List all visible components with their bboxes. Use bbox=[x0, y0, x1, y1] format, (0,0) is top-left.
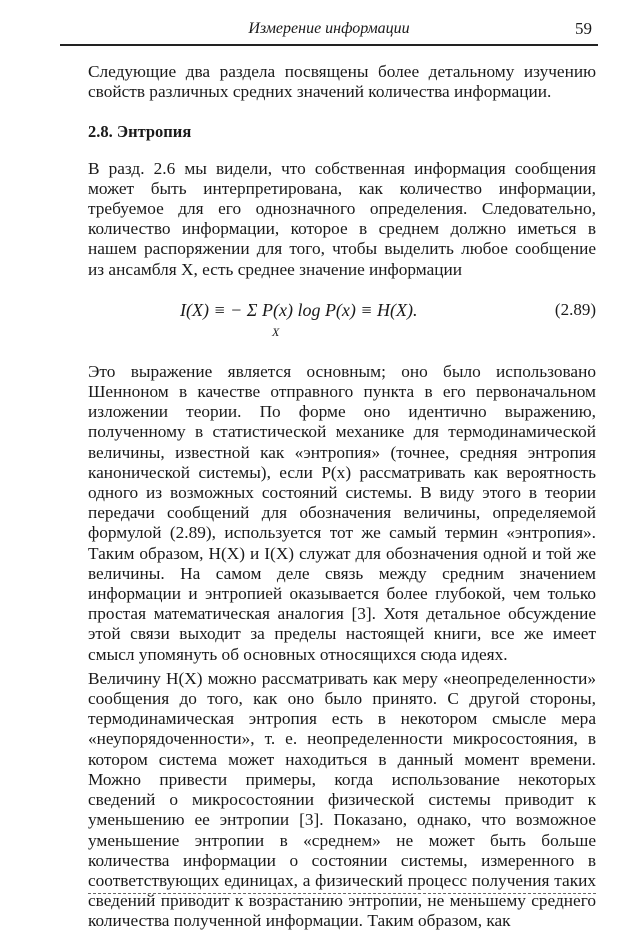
intro-paragraph: Следующие два раздела посвящены более детальному изучению свойств различных средних значений количества информации. bbox=[88, 62, 596, 102]
bottom-rule bbox=[88, 893, 596, 894]
running-header bbox=[60, 18, 598, 46]
paragraph-3: Величину H(X) можно рассматривать как меру «неопределенности» сообщения до того, как оно было принято. С другой стороны, термодинамическая энтропия есть в некотором смысле мера «неупорядоченности», т. е. неопределенности микросостояния, в котором система может находиться в данный момент времени. Можно привести примеры, когда использование некоторых сведений о микросостоянии физической системы приводит к уменьшению ее энтропии [3]. Показано, однако, что возможное уменьшение энтропии в «среднем» не может быть больше количества информации о состоянии системы, измеренного в соответствующих единицах, а физический процесс получения таких сведений приводит к возрастанию энтропии, не меньшему среднего количества полученной информации. Таким образом, как bbox=[88, 668, 596, 931]
equation-2-89 bbox=[88, 292, 596, 338]
sum-index: X bbox=[272, 324, 280, 339]
equation-expression: I(X) ≡ − Σ P(x) log P(x) ≡ H(X). bbox=[180, 299, 418, 320]
page-number: 59 bbox=[575, 19, 592, 38]
page-body bbox=[88, 62, 596, 932]
equation-number: (2.89) bbox=[554, 299, 596, 319]
running-title: Измерение информации bbox=[248, 20, 410, 37]
paragraph-2: Это выражение является основным; оно было использовано Шенноном в качестве отправного пункта в его первоначальном изложении теории. По форме оно идентично выражению, полученному в статистической механике для термодинамической величины, известной как «энтропия» (точнее, средняя энтропия канонической системы), если P(x) рассматривать как вероятность одного из возможных состояний системы. В виду этого в теории передачи сообщений для обозначения величины, определяемой формулой (2.89), используется тот же самый термин «энтропия». Таким образом, H(X) и I(X) служат для обозначения одной и той же величины. На самом деле связь между средним значением информации и энтропией оказывается более глубокой, чем только простая математическая аналогия [3]. Хотя детальное обсуждение этой связи выходит за пределы настоящей книги, все же имеет смысл упомянуть об основных относящихся сюда идеях. bbox=[88, 361, 596, 664]
paragraph-1: В разд. 2.6 мы видели, что собственная информация сообщения может быть интерпретирована, как количество информации, требуемое для его однозначного определения. Следовательно, количество информации, которое в среднем должно иметься в нашем распоряжении для того, чтобы выделить любое сообщение из ансамбля X, есть среднее значение информации bbox=[88, 158, 596, 279]
section-heading: 2.8. Энтропия bbox=[88, 122, 192, 142]
